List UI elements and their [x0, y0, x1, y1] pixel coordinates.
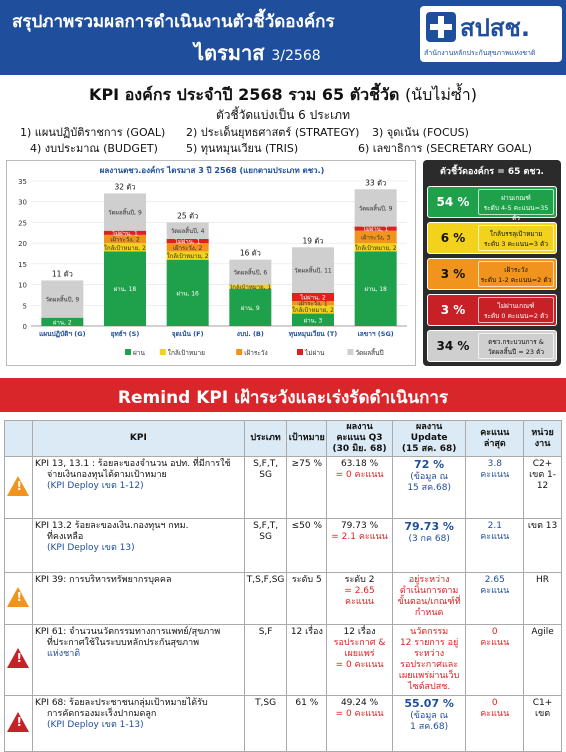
status-label-line2: ระดับ 1-2 คะแนน=2 ตัว — [480, 276, 552, 284]
bar-data-label: ไม่ผ่าน, 1 — [174, 238, 201, 246]
bar-data-label: ใกล้เป้าหมาย, 1 — [229, 284, 272, 292]
status-percent: 6 % — [440, 231, 466, 245]
legend-label: ไม่ผ่าน — [305, 349, 325, 357]
status-row — [427, 294, 557, 326]
status-label — [478, 189, 554, 222]
legend-swatch — [125, 349, 131, 355]
status-label-line2: วัดผลสิ้นปี = 23 ตัว — [488, 348, 544, 356]
score-unit: คะแนน — [480, 470, 510, 480]
nhso-logo: สปสช. สำนักงานหลักประกันสุขภาพแห่งชาติ — [420, 6, 562, 62]
update-cell — [392, 696, 466, 752]
update-cell — [392, 519, 466, 573]
bar-data-label: วัดผลสิ้นปี, 9 — [108, 209, 142, 217]
update-note: (ข้อมูล ณ — [410, 472, 448, 482]
q3-score: = 2.65 คะแนน — [344, 586, 375, 607]
row-icon-cell — [5, 519, 33, 573]
y-tick-label: 5 — [22, 302, 27, 311]
bar-data-label: ใกล้เป้าหมาย, 2 — [104, 244, 146, 252]
bar-data-label: เฝ้าระวัง, 2 — [110, 236, 140, 244]
row-icon-cell — [5, 573, 33, 625]
chart-title: ผลงานตชว.องค์กร ไตรมาส 3 ปี 2568 (แยกตามประเภท ตชว.) — [99, 166, 325, 175]
category-focus: 3) จุดเน้น (FOCUS) — [372, 126, 469, 139]
status-label — [478, 297, 554, 323]
table-row[interactable] — [5, 573, 562, 625]
bar-data-label: เฝ้าระวัง, 3 — [361, 234, 391, 242]
x-tick-label: งบป. (B) — [236, 330, 264, 338]
status-row — [427, 258, 557, 290]
update-value: 55.07 % — [404, 697, 454, 710]
category-secretary: 6) เลขาธิการ (SECRETARY GOAL) — [358, 142, 532, 155]
remind-title: Remind KPI เฝ้าระวังและเร่งรัดดำเนินการ — [117, 388, 449, 408]
bar-data-label: ผ่าน, 9 — [241, 304, 260, 312]
q3-value: 79.73 % — [340, 521, 379, 531]
score-unit: คะแนน — [480, 586, 510, 596]
warning-orange-icon: ! — [7, 476, 29, 496]
table-row[interactable] — [5, 519, 562, 573]
q3-cell — [327, 625, 393, 696]
y-tick-label: 30 — [18, 198, 27, 207]
score-value: 0 — [491, 698, 498, 708]
update-value: 79.73 % — [404, 520, 454, 533]
status-label-line2: ระดับ 0 คะแนน=2 ตัว — [483, 312, 549, 320]
bar-data-label: ผ่าน, 3 — [303, 317, 323, 325]
table-row[interactable] — [5, 625, 562, 696]
bar-data-label: ไม่ผ่าน, 1 — [362, 226, 389, 234]
bar-data-label: ผ่าน, 18 — [113, 286, 137, 294]
score-value: 2.65 — [484, 575, 505, 585]
x-tick-label: แผนปฏิบัติฯ (G) — [39, 330, 86, 338]
target-cell: 61 % — [287, 696, 327, 752]
q3-cell — [327, 696, 393, 752]
update-value: นวัตกรรม — [410, 627, 449, 637]
kpi-name: KPI 61: จำนวนนวัตกรรมทางการแพทย์/สุขภาพ — [34, 627, 221, 637]
legend-label: เฝ้าระวัง — [244, 349, 268, 357]
q3-value: ระดับ 2 — [344, 575, 375, 585]
status-label-line1: ผ่านเกณฑ์ — [501, 194, 531, 202]
update-note-2: 1 สค.68) — [410, 722, 449, 732]
kpi-deploy-note: (KPI Deploy เขต 13) — [46, 543, 135, 553]
target-cell: 12 เรื่อง — [287, 625, 327, 696]
y-tick-label: 20 — [18, 240, 27, 249]
unit-cell: HR — [524, 573, 562, 625]
status-label-line1: เฝ้าระวัง — [504, 266, 528, 274]
legend-swatch — [297, 349, 303, 355]
header-icon-col — [5, 421, 33, 457]
kpi-status-panel — [423, 160, 561, 366]
warning-orange-icon: ! — [7, 587, 29, 607]
y-tick-label: 35 — [18, 178, 27, 186]
update-note-2: 15 สค.68) — [407, 483, 451, 493]
row-icon-cell — [5, 696, 33, 752]
status-row — [427, 186, 557, 222]
target-cell: ≤50 % — [287, 519, 327, 573]
update-note: (ข้อมูล ณ — [410, 711, 448, 721]
score-value: 0 — [491, 627, 498, 637]
score-unit: คะแนน — [480, 532, 510, 542]
row-icon-cell — [5, 457, 33, 519]
bar-total-label: 19 ตัว — [302, 236, 324, 246]
update-cell — [392, 573, 466, 625]
legend-label: ผ่าน — [133, 349, 145, 357]
bar-data-label: เฝ้าระวัง, 2 — [173, 244, 203, 252]
x-tick-label: ทุนหมุนเวียน (T) — [288, 330, 338, 338]
q3-cell — [327, 457, 393, 519]
remind-kpi-table — [4, 420, 562, 752]
row-icon-cell — [5, 625, 33, 696]
chart-svg — [7, 161, 417, 367]
status-percent: 54 % — [436, 195, 470, 209]
x-tick-label: เลขาฯ (SG) — [357, 330, 394, 338]
kpi-deploy-note: (KPI Deploy เขต 1-13) — [46, 720, 144, 730]
kpi-name: KPI 68: ร้อยละประชาชนกลุ่มเป้าหมายได้รับ — [34, 698, 208, 708]
q3-score: = 0 คะแนน — [335, 709, 384, 719]
unit-cell: C1+ เขต — [524, 696, 562, 752]
bar-data-label: วัดผลสิ้นปี, 9 — [358, 205, 393, 213]
legend-swatch — [347, 349, 353, 355]
kpi-summary-title: KPI องค์กร ประจำปี 2568 รวม 65 ตัวชี้วัด (นับไม่ซ้ำ) — [89, 85, 477, 104]
bar-data-label: วัดผลสิ้นปี, 9 — [45, 296, 80, 304]
kpi-deploy-note — [35, 597, 47, 607]
status-label — [478, 333, 554, 359]
update-note: (3 กค 68) — [408, 534, 450, 544]
kpi-stacked-bar-chart — [6, 160, 416, 366]
q3-value: 63.18 % — [340, 459, 379, 469]
q3-score: รอประกาศ & เผยแพร่ — [333, 638, 386, 659]
nhso-cross-icon — [426, 12, 456, 42]
header-category: ประเภท — [244, 421, 287, 457]
unit-cell: C2+ เขต 1-12 — [524, 457, 562, 519]
category-budget: 4) งบประมาณ (BUDGET) — [30, 142, 158, 155]
bar-data-label: ใกล้เป้าหมาย, 2 — [166, 253, 209, 261]
q3-cell — [327, 573, 393, 625]
status-percent: 3 % — [440, 303, 466, 317]
score-cell — [466, 625, 524, 696]
page-title: สรุปภาพรวมผลการดำเนินงานตัวชี้วัดองค์กร — [12, 12, 335, 32]
kpi-name-cont: จ่ายเงินกองทุนได้ตามเป้าหมาย — [46, 470, 167, 480]
y-tick-label: 25 — [18, 219, 27, 228]
y-tick-label: 15 — [18, 260, 27, 269]
bar-total-label: 11 ตัว — [51, 269, 73, 279]
header-update: ผลงาน Update (15 สค. 68) — [392, 421, 466, 457]
q3-score: = 0 คะแนน — [335, 470, 384, 480]
bar-data-label: ไม่ผ่าน, 2 — [300, 294, 326, 302]
bar-data-label: ผ่าน, 18 — [364, 286, 387, 294]
status-label — [478, 225, 554, 251]
bar-data-label: ใกล้เป้าหมาย, 2 — [292, 306, 334, 314]
status-row — [427, 222, 557, 254]
header-unit: หน่วย งาน — [524, 421, 562, 457]
update-cell — [392, 625, 466, 696]
score-unit: คะแนน — [480, 709, 510, 719]
kpi-name: KPI 13.2 ร้อยละของเงิน.กองทุนฯ กทม. — [34, 521, 189, 531]
update-note-2: รอประกาศและเผยแพร่ผ่านเว็บไซต์สปสช. — [398, 660, 460, 692]
q3-value: 49.24 % — [340, 698, 379, 708]
score-cell — [466, 457, 524, 519]
update-note: ดำเนินการตาม — [399, 586, 459, 596]
table-header-row — [5, 421, 562, 457]
target-cell: ระดับ 5 — [287, 573, 327, 625]
kpi-name-cont: ที่ประกาศใช้ในระบบหลักประกันสุขภาพ — [46, 638, 200, 648]
update-value: อยู่ระหว่าง — [408, 575, 450, 585]
warning-red-icon: ! — [7, 648, 29, 668]
kpi-name: KPI 13, 13.1 : ร้อยละของจำนวน อปท. ที่มีการใช้ — [34, 459, 231, 469]
bar-total-label: 16 ตัว — [239, 248, 261, 258]
update-note: 12 รายการ อยู่ระหว่าง — [399, 638, 459, 659]
header-target: เป้าหมาย — [287, 421, 327, 457]
status-label-line1: ไม่ผ่านเกณฑ์ — [497, 302, 535, 310]
legend-label: วัดผลสิ้นปี — [355, 349, 384, 357]
kpi-deploy-note: แห่งชาติ — [46, 649, 81, 659]
bar-data-label: ใกล้เป้าหมาย, 2 — [354, 244, 397, 252]
category-cell: T,S,F,SG — [244, 573, 287, 625]
warning-red-icon: ! — [7, 712, 29, 732]
unit-cell: Agile — [524, 625, 562, 696]
category-cell: S,F,T, SG — [244, 457, 287, 519]
table-row[interactable] — [5, 696, 562, 752]
header-kpi: KPI — [32, 421, 244, 457]
kpi-cell — [32, 457, 244, 519]
unit-cell: เขต 13 — [524, 519, 562, 573]
status-label-line2: ระดับ 3 คะแนน=3 ตัว — [483, 240, 549, 248]
score-cell — [466, 519, 524, 573]
legend-label: ใกล้เป้าหมาย — [167, 349, 205, 357]
category-tris: 5) ทุนหมุนเวียน (TRIS) — [186, 142, 299, 155]
status-percent: 3 % — [440, 267, 466, 281]
page-subtitle: ไตรมาส 3/2568 — [194, 41, 321, 65]
score-cell — [466, 696, 524, 752]
update-note-2: ขั้นตอน/เกณฑ์ที่กำหนด — [397, 597, 461, 618]
kpi-cell — [32, 573, 244, 625]
page-header — [0, 0, 566, 75]
kpi-name-cont — [35, 586, 47, 596]
bar-data-label: วัดผลสิ้นปี, 6 — [233, 269, 268, 277]
kpi-name-cont: ที่คงเหลือ — [46, 532, 84, 542]
bar-data-label: วัดผลสิ้นปี, 11 — [294, 267, 332, 275]
remind-banner — [0, 378, 566, 412]
status-label-line1: ตชว.กระบวนการ & — [488, 338, 544, 346]
kpi-cell — [32, 519, 244, 573]
panel-header: ตัวชี้วัดองค์กร = 65 ตชว. — [440, 167, 544, 177]
category-cell: S,F,T, SG — [244, 519, 287, 573]
bar-data-label: เฝ้าระวัง, 1 — [298, 300, 328, 308]
category-cell: T,SG — [244, 696, 287, 752]
bar-data-label: ไม่ผ่าน, 1 — [112, 230, 138, 238]
legend-swatch — [236, 349, 242, 355]
target-cell: ≥75 % — [287, 457, 327, 519]
header-q3: ผลงาน คะแนน Q3 (30 มิย. 68) — [327, 421, 393, 457]
score-unit: คะแนน — [480, 638, 510, 648]
score-cell — [466, 573, 524, 625]
status-label — [478, 261, 554, 287]
q3-value: 12 เรื่อง — [343, 627, 376, 637]
kpi-name: KPI 39: การบริหารทรัพยากรบุคคล — [34, 575, 172, 585]
status-row — [427, 330, 557, 362]
q3-score: = 2.1 คะแนน — [331, 532, 388, 542]
x-tick-label: จุดเน้น (F) — [171, 330, 204, 338]
status-label-line1: ใกล้บรรลุเป้าหมาย — [489, 230, 543, 238]
bar-total-label: 25 ตัว — [177, 211, 199, 221]
x-tick-label: ยุทธ์ฯ (S) — [110, 330, 140, 338]
score-value: 2.1 — [487, 521, 502, 531]
bar-data-label: ผ่าน, 2 — [53, 319, 72, 327]
category-cell: S,F — [244, 625, 287, 696]
score-value: 3.8 — [487, 459, 502, 469]
y-tick-label: 0 — [22, 323, 27, 331]
kpi-summary-subtitle: ตัวชี้วัดแบ่งเป็น 6 ประเภท — [215, 108, 351, 122]
bar-total-label: 33 ตัว — [365, 178, 387, 188]
q3-cell — [327, 519, 393, 573]
kpi-deploy-note: (KPI Deploy เขต 1-12) — [46, 481, 144, 491]
kpi-cell — [32, 625, 244, 696]
bar-data-label: วัดผลสิ้นปี, 4 — [170, 228, 205, 236]
q3-score-extra: = 0 คะแนน — [335, 660, 384, 670]
table-row[interactable] — [5, 457, 562, 519]
update-value: 72 % — [414, 458, 445, 471]
kpi-name-cont: การคัดกรองมะเร็งปากมดลูก — [46, 709, 157, 719]
header-score: คะแนน ล่าสุด — [466, 421, 524, 457]
y-tick-label: 10 — [18, 281, 27, 290]
bar-data-label: ผ่าน, 16 — [176, 290, 199, 298]
status-percent: 34 % — [436, 339, 470, 353]
kpi-cell — [32, 696, 244, 752]
update-cell — [392, 457, 466, 519]
legend-swatch — [160, 349, 166, 355]
category-strategy: 2) ประเด็นยุทธศาสตร์ (STRATEGY) — [186, 126, 360, 139]
bar-total-label: 32 ตัว — [114, 182, 136, 192]
status-label-line2: ระดับ 4-5 คะแนน=35 ตัว — [483, 204, 549, 222]
category-goal: 1) แผนปฏิบัติราชการ (GOAL) — [20, 126, 166, 139]
